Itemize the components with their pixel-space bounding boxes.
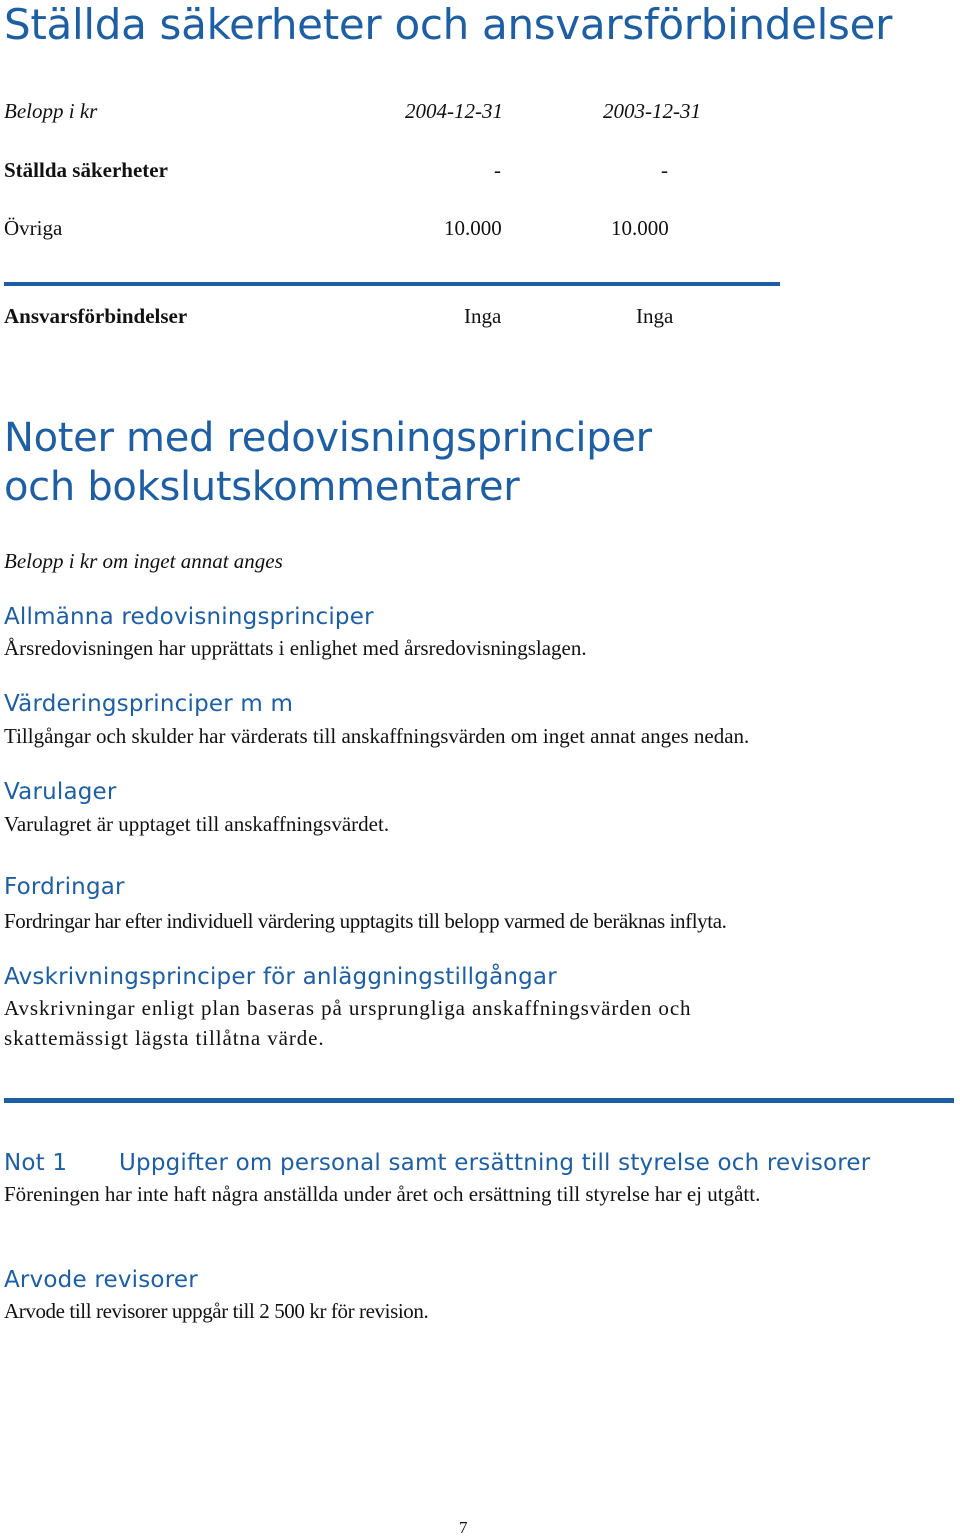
table-sum-rule — [4, 282, 780, 286]
section-heading: Allmänna redovisningsprinciper — [4, 604, 374, 630]
section-text: Varulagret är upptaget till anskaffningsvärdet. — [4, 812, 390, 836]
section-heading: Värderingsprinciper m m — [4, 691, 294, 717]
notes-subtitle: Belopp i kr om inget annat anges — [4, 549, 283, 573]
section-text: Årsredovisningen har upprättats i enlighet med årsredovisningslagen. — [4, 636, 587, 660]
page-number: 7 — [459, 1518, 468, 1537]
section-text: Fordringar har efter individuell värdering upptagits till belopp varmed de beräknas inflyta. — [4, 909, 727, 933]
row-value-2004: Inga — [464, 304, 502, 328]
row-value-2004: - — [494, 158, 501, 182]
row-value-2003: - — [661, 158, 668, 182]
page-title: Ställda säkerheter och ansvarsförbindelser — [4, 0, 893, 49]
row-value-2003: Inga — [636, 304, 674, 328]
section-heading: Fordringar — [4, 874, 125, 900]
section-text: Tillgångar och skulder har värderats till anskaffningsvärden om inget annat anges nedan. — [4, 724, 750, 748]
section-divider — [4, 1098, 954, 1103]
row-label-stallda-sakerheter: Ställda säkerheter — [4, 158, 168, 182]
section-heading: Avskrivningsprinciper för anläggningstillgångar — [4, 964, 557, 990]
section-heading: Varulager — [4, 779, 117, 805]
table-header-label: Belopp i kr — [4, 99, 98, 123]
auditor-text: Arvode till revisorer uppgår till 2 500 kr för revision. — [4, 1299, 429, 1323]
row-value-2004: 10.000 — [444, 216, 502, 240]
section-text-line2: skattemässigt lägsta tillåtna värde. — [4, 1026, 325, 1050]
section-text-line1: Avskrivningar enligt plan baseras på ursprungliga anskaffningsvärden och — [4, 996, 692, 1020]
note-number: Not 1 — [4, 1150, 68, 1176]
notes-heading-line1: Noter med redovisningsprinciper — [4, 415, 652, 461]
note-text: Föreningen har inte haft några anställda under året och ersättning till styrelse har ej utgått. — [4, 1182, 761, 1206]
table-header-2003: 2003-12-31 — [603, 99, 701, 123]
auditor-heading: Arvode revisorer — [4, 1267, 198, 1293]
table-header-2004: 2004-12-31 — [405, 99, 503, 123]
note-heading: Uppgifter om personal samt ersättning till styrelse och revisorer — [119, 1150, 871, 1176]
row-label-ovriga: Övriga — [4, 216, 63, 240]
notes-heading-line2: och bokslutskommentarer — [4, 464, 520, 510]
row-label-ansvarsforbindelser: Ansvarsförbindelser — [4, 304, 188, 328]
row-value-2003: 10.000 — [611, 216, 669, 240]
